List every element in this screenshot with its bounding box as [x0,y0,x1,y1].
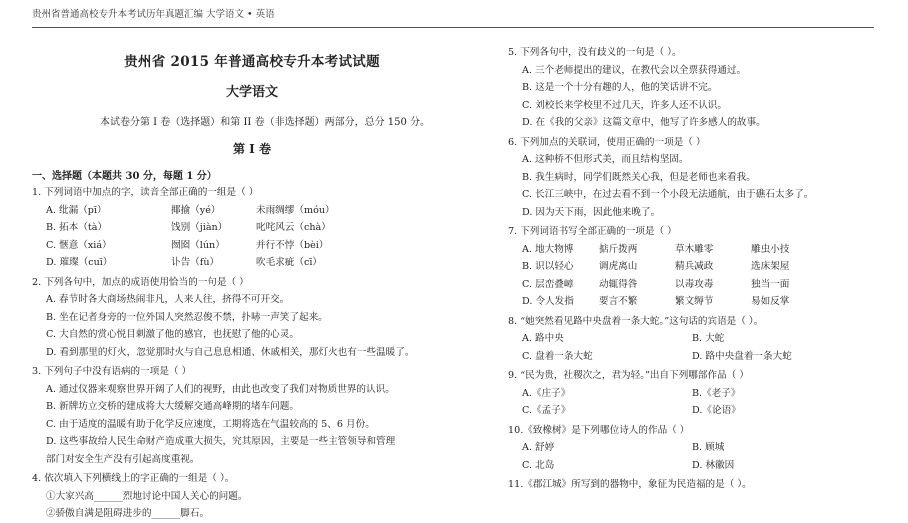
question-5-option-a: A. 三个老师提出的建议，在教代会以全票获得通过。 [522,64,747,76]
right-column [508,28,880,494]
option: A. 舒婷 [522,442,555,453]
option: 易如反掌 [751,296,790,307]
option: 精兵减政 [675,261,714,272]
left-column [32,28,472,523]
question-3-stem: 3. 下列句子中没有语病的一项是（ ） [32,366,192,377]
option: C. 北岛 [522,459,555,471]
question-10-options [508,439,880,474]
option: B. 大蛇 [692,333,725,344]
question-2-option-c: C. 大自然的赏心悦目刺激了他的感官，也抚慰了他的心灵。 [46,329,299,340]
option: B.《老子》 [692,387,741,399]
option: D. 林徽因 [692,459,735,471]
option: B. 拓本（tà） [46,222,108,233]
question-1-options [32,202,472,272]
option [351,237,446,255]
question-3-option-d-continued: 部门对安全生产没有引起高度重视。 [46,453,200,465]
question-2-option-a: A. 春节时各大商场热闹非凡，人来人往，挤得不可开交。 [46,294,290,305]
exam-subject: 大学语文 [225,85,278,100]
option: 动辄得咎 [599,278,638,290]
question-6-option-d: D. 因为天下雨，因此他来晚了。 [522,206,661,218]
question-3-option-a: A. 通过仪器来观察世界开阔了人们的视野，由此也改变了我们对物质世界的认识。 [46,383,395,395]
question-2-stem: 2. 下列各句中，加点的成语使用恰当的一句是（ ） [32,276,249,288]
question-6-stem: 6. 下列加点的关联词，使用正确的一项是（ ） [508,136,706,148]
question-9-stem: 9. “民为贵，社稷次之，君为轻。”出自下列哪部作品（ ） [508,370,749,381]
option: C.《孟子》 [522,405,571,416]
option: C. 惬意（xiá） [46,239,112,251]
option: 独当一面 [751,278,790,290]
question-3-option-d: D. 这些事故给人民生命财产造成重大损失，究其原因，主要是一些主管领导和管理 [46,436,396,447]
option: 要言不繁 [599,296,638,307]
option: 囫囵（lún） [171,239,225,251]
question-6-option-b: B. 我生病时，同学们既然关心我，但是老师也来看我。 [522,171,756,183]
running-header: 贵州省普通高校专升本考试历年真题汇编 大学语文 • 英语 [32,9,275,20]
option: 并行不悖（bèi） [256,239,329,251]
section-heading: 一、选择题（本题共 30 分，每题 1 分） [32,171,217,182]
option: D. 璀璨（cuī） [46,257,113,268]
option: 调虎离山 [599,261,638,272]
option: 吹毛求疵（cī） [256,257,323,268]
question-4-line-1: ①大家兴高______烈地讨论中国人关心的问题。 [46,490,248,502]
question-10-stem: 10.《致橡树》是下列哪位诗人的作品（ ） [508,424,690,436]
option [351,202,446,220]
option: C. 盘着一条大蛇 [522,350,593,362]
question-9-options [508,385,880,420]
question-2-option-b: B. 坐在记者身旁的一位外国人突然忍俊不禁，扑哧一声笑了起来。 [46,311,328,323]
option: A. 纰漏（pī） [46,204,107,216]
option: A. 路中央 [522,333,564,344]
part-heading: 第 I 卷 [233,142,271,156]
question-6-option-c: C. 长江三峡中，在过去看不到一个小段无法通航，由于礁石太多了。 [522,189,814,200]
option: 雕虫小技 [751,243,790,255]
option: D. 令人发指 [522,296,574,307]
option: 草木雕零 [675,243,714,255]
option: A.《庄子》 [522,387,571,399]
exam-title: 贵州省 2015 年普通高校专升本考试试题 [124,54,380,70]
option: C. 层峦叠嶂 [522,278,574,290]
option: B. 识以轻心 [522,261,574,272]
option: 繁文缛节 [675,296,714,307]
option: 讣告（fù） [171,257,220,268]
question-1-stem: 1. 下列词语中加点的字，读音全部正确的一组是（ ） [32,187,259,198]
question-5-option-c: C. 刘校长来学校里不过几天，许多人还不认识。 [522,99,727,111]
option: 掂斤拨两 [599,243,638,255]
option: D.《论语》 [692,405,741,416]
question-11-stem: 11.《郡江城》所写到的器物中，象征为民造福的是（ ）。 [508,479,752,490]
option: B. 顾城 [692,442,725,453]
option: 叱咤风云（chà） [256,222,331,233]
option: 未雨绸缪（móu） [256,204,335,216]
option: 饯别（jiàn） [171,222,228,233]
option [351,219,446,237]
question-5-option-b: B. 这是一个十分有趣的人，他的笑话讲不完。 [522,82,718,93]
option: 以毒攻毒 [675,278,714,290]
question-4-stem: 4. 依次填入下列横线上的字正确的一组是（ ）。 [32,473,235,484]
question-5-stem: 5. 下列各句中，没有歧义的一句是（ ）。 [508,47,682,58]
option [351,254,446,272]
question-8-options [508,330,880,365]
question-2-option-d: D. 看到那里的灯火，忽觉那时火与自己息息相通、休戚相关，那灯火也有一些温暖了。 [46,346,415,358]
option: D. 路中央盘着一条大蛇 [692,350,792,362]
question-3-option-b: B. 新牌坊立交桥的建成将大大缓解交通高峰期的堵车问题。 [46,401,299,412]
question-7-options [508,241,880,311]
question-6-option-a: A. 这种桥不但形式美，而且结构坚固。 [522,154,689,165]
exam-intro: 本试卷分第 I 卷（选择题）和第 II 卷（非选择题）两部分，总分 150 分。 [100,117,431,128]
question-5-option-d: D. 在《我的父亲》这篇文章中，他写了许多感人的故事。 [522,117,766,128]
question-3-option-c: C. 由于适度的温暖有助于化学反应速度，工期将选在气温较高的 5、6 月份。 [46,418,375,430]
option: 选床架屋 [751,261,790,272]
option: 揶揄（yé） [171,204,221,216]
question-7-stem: 7. 下列词语书写全部正确的一项是（ ） [508,226,677,237]
option: A. 地大物博 [522,243,574,255]
question-4-line-2: ②骄傲自满是阻碍进步的______脚石。 [46,508,210,519]
question-8-stem: 8. “她突然看见路中央盘着一条大蛇。”这句话的宾语是（ ）。 [508,315,764,327]
